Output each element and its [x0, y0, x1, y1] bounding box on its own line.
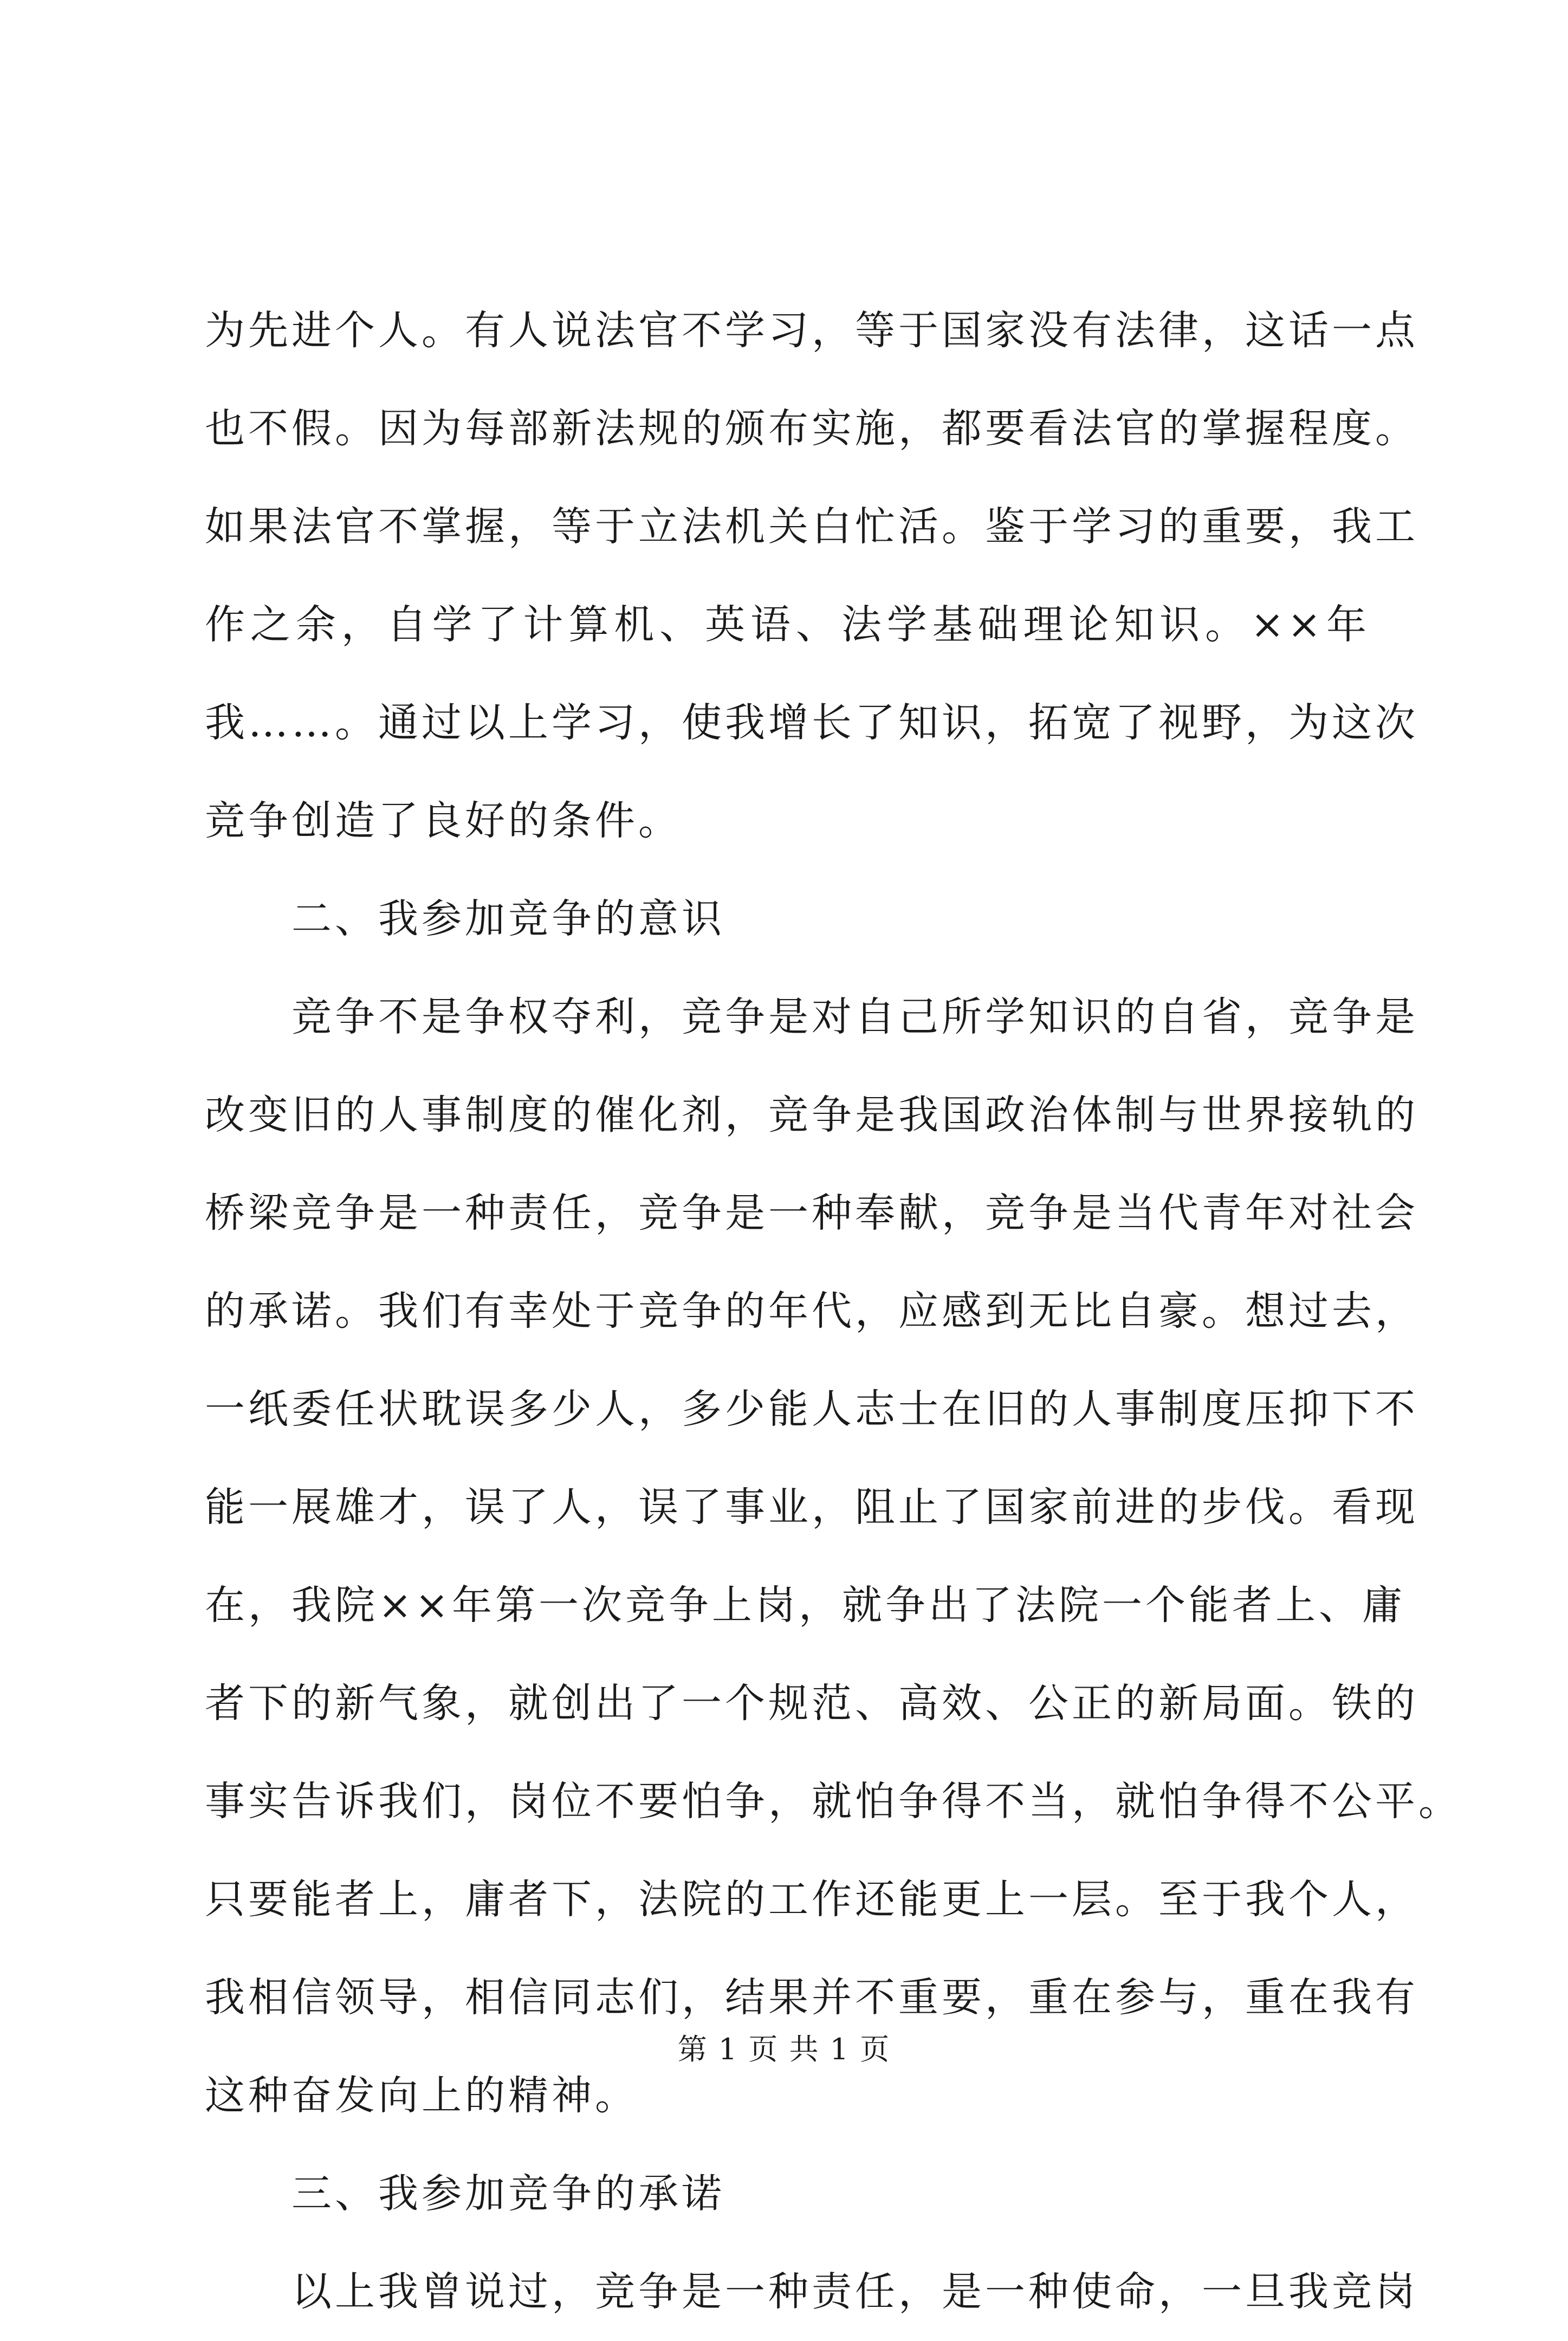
- text-line: 的承诺。我们有幸处于竞争的年代，应感到无比自豪。想过去，: [205, 1288, 1418, 1334]
- text-line: 只要能者上，庸者下，法院的工作还能更上一层。至于我个人，: [205, 1876, 1418, 1923]
- section-heading: 二、我参加竞争的意识: [291, 896, 725, 942]
- text-line: 竞争创造了良好的条件。: [205, 797, 682, 844]
- section-heading: 三、我参加竞争的承诺: [291, 2170, 725, 2217]
- text-line: 竞争不是争权夺利，竞争是对自己所学知识的自省，竞争是: [291, 994, 1418, 1040]
- text-line: 能一展雄才，误了人，误了事业，阻止了国家前进的步伐。看现: [205, 1484, 1418, 1531]
- page-footer: 第 1 页 共 1 页: [677, 2032, 891, 2066]
- text-line: 以上我曾说过，竞争是一种责任，是一种使命，一旦我竞岗: [291, 2268, 1418, 2315]
- text-line: 我……。通过以上学习，使我增长了知识，拓宽了视野，为这次: [205, 699, 1418, 746]
- text-line: 事实告诉我们，岗位不要怕争，就怕争得不当，就怕争得不公平。: [205, 1778, 1462, 1825]
- text-line: 为先进个人。有人说法官不学习，等于国家没有法律，这话一点: [205, 307, 1418, 354]
- text-line: 一纸委任状耽误多少人，多少能人志士在旧的人事制度压抑下不: [205, 1386, 1418, 1432]
- text-line: 这种奋发向上的精神。: [205, 2072, 638, 2119]
- text-line: 改变旧的人事制度的催化剂，竞争是我国政治体制与世界接轨的: [205, 1092, 1418, 1138]
- text-line: 在，我院××年第一次竞争上岗，就争出了法院一个能者上、庸: [205, 1582, 1406, 1629]
- text-line: 如果法官不掌握，等于立法机关白忙活。鉴于学习的重要，我工: [205, 503, 1418, 550]
- text-line: 作之余，自学了计算机、英语、法学基础理论知识。××年: [205, 601, 1370, 648]
- text-line: 我相信领导，相信同志们，结果并不重要，重在参与，重在我有: [205, 1974, 1418, 2021]
- text-line: 桥梁竞争是一种责任，竞争是一种奉献，竞争是当代青年对社会: [205, 1190, 1418, 1236]
- text-line: 也不假。因为每部新法规的颁布实施，都要看法官的掌握程度。: [205, 405, 1418, 452]
- text-line: 者下的新气象，就创出了一个规范、高效、公正的新局面。铁的: [205, 1680, 1418, 1727]
